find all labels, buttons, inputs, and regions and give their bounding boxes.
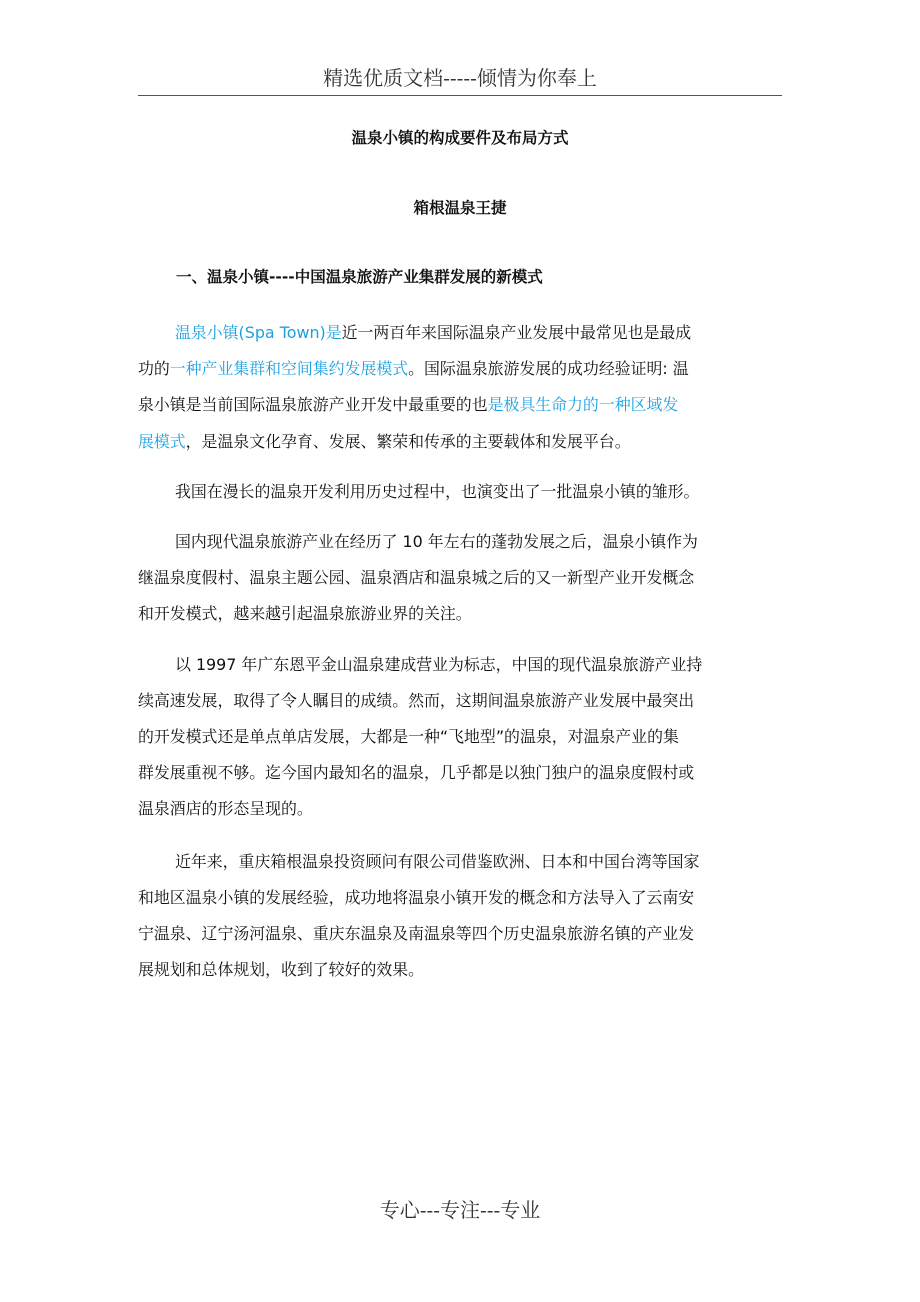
highlighted-text: 是极具生命力的一种区域发 — [487, 395, 679, 415]
text-run: ，是温泉文化孕育、发展、繁荣和传承的主要载体和发展平台。 — [185, 431, 631, 451]
body-text — [138, 315, 782, 988]
paragraph-line: 宁温泉、辽宁汤河温泉、重庆东温泉及南温泉等四个历史温泉旅游名镇的产业发 — [138, 924, 695, 944]
highlighted-text: 温泉小镇(Spa Town)是 — [175, 323, 342, 342]
highlighted-text: 展模式 — [138, 431, 186, 451]
highlighted-text: 一种产业集群和空间集约发展模式 — [169, 359, 409, 379]
paragraph-line: 的开发模式还是单点单店发展，大都是一种“飞地型”的温泉，对温泉产业的集 — [138, 727, 679, 747]
document-author: 箱根温泉王捷 — [413, 199, 507, 217]
text-run: 功的 — [138, 359, 170, 379]
paragraph-line: 展规划和总体规划，收到了较好的效果。 — [138, 960, 425, 980]
page-header: 精选优质文档-----倾情为你奉上 — [323, 66, 597, 90]
section-heading: 一、温泉小镇----中国温泉旅游产业集群发展的新模式 — [176, 268, 543, 286]
text-run: 泉小镇是当前国际温泉旅游产业开发中最重要的也 — [138, 395, 488, 415]
paragraph-line: 继温泉度假村、温泉主题公园、温泉酒店和温泉城之后的又一新型产业开发概念 — [138, 568, 695, 588]
paragraph-5 — [138, 844, 782, 989]
paragraph-line — [138, 424, 782, 460]
header-divider — [138, 95, 782, 96]
paragraph-line: 温泉酒店的形态呈现的。 — [138, 799, 313, 819]
paragraph-4 — [138, 647, 782, 828]
paragraph-line: 群发展重视不够。迄今国内最知名的温泉，几乎都是以独门独户的温泉度假村或 — [138, 763, 695, 783]
paragraph-line: 近年来，重庆箱根温泉投资顾问有限公司借鉴欧洲、日本和中国台湾等国家 — [175, 851, 700, 871]
paragraph-line: 和开发模式，越来越引起温泉旅游业界的关注。 — [138, 604, 472, 624]
paragraph-3 — [138, 524, 782, 633]
text-run: 近一两百年来国际温泉产业发展中最常见也是最成 — [341, 323, 692, 342]
paragraph-line: 以 1997 年广东恩平金山温泉建成营业为标志，中国的现代温泉旅游产业持 — [175, 654, 703, 674]
text-run: 。国际温泉旅游发展的成功经验证明: 温 — [408, 359, 689, 379]
document-title: 温泉小镇的构成要件及布局方式 — [351, 129, 569, 147]
paragraph-2 — [138, 474, 782, 510]
paragraph-line — [138, 387, 782, 423]
page-footer: 专心---专注---专业 — [379, 1198, 541, 1222]
paragraph-line: 和地区温泉小镇的发展经验，成功地将温泉小镇开发的概念和方法导入了云南安 — [138, 887, 695, 907]
paragraph-line: 我国在漫长的温泉开发利用历史过程中，也演变出了一批温泉小镇的雏形。 — [175, 481, 700, 501]
paragraph-1 — [138, 315, 782, 460]
paragraph-line — [138, 351, 782, 387]
paragraph-line — [138, 315, 782, 351]
paragraph-line: 国内现代温泉旅游产业在经历了 10 年左右的蓬勃发展之后，温泉小镇作为 — [175, 532, 698, 552]
paragraph-line: 续高速发展，取得了令人瞩目的成绩。然而，这期间温泉旅游产业发展中最突出 — [138, 690, 695, 710]
